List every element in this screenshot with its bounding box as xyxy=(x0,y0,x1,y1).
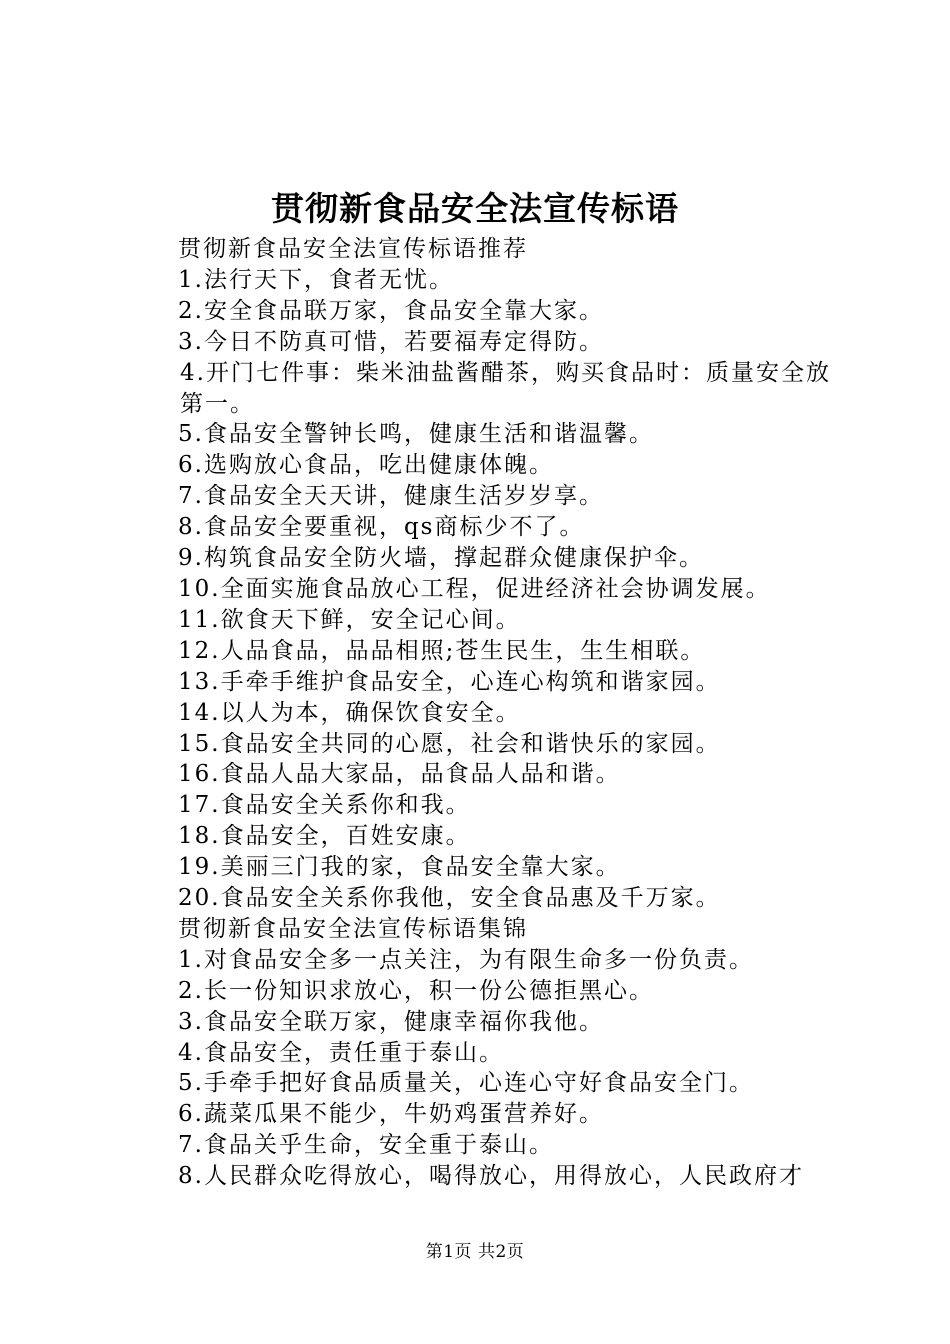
list-item: 7.食品安全天天讲，健康生活岁岁享。 xyxy=(178,483,604,510)
list-item: 15.食品安全共同的心愿，社会和谐快乐的家园。 xyxy=(178,730,721,757)
list-item: 7.食品关乎生命，安全重于泰山。 xyxy=(178,1132,554,1159)
list-item: 6.选购放心食品，吃出健康体魄。 xyxy=(178,452,554,479)
document-title: 贯彻新食品安全法宣传标语 xyxy=(271,189,679,228)
list-item: 3.食品安全联万家，健康幸福你我他。 xyxy=(178,1008,604,1035)
list-item xyxy=(128,358,838,420)
list-item: 8.人民群众吃得放心，喝得放心，用得放心，人民政府才 xyxy=(178,1163,804,1190)
list-item: 5.食品安全警钟长鸣，健康生活和谐温馨。 xyxy=(178,421,654,448)
list-item: 4.食品安全，责任重于泰山。 xyxy=(178,1039,504,1066)
list-item: 10.全面实施食品放心工程，促进经济社会协调发展。 xyxy=(178,575,771,602)
page-footer: 第1页 共2页 xyxy=(425,1242,525,1262)
list-item: 6.蔬菜瓜果不能少，牛奶鸡蛋营养好。 xyxy=(178,1101,604,1128)
list-item: 8.食品安全要重视，qs商标少不了。 xyxy=(178,514,585,541)
document-body xyxy=(128,234,838,1192)
list-item: 14.以人为本，确保饮食安全。 xyxy=(178,699,521,726)
list-item: 12.人品食品，品品相照;苍生民生，生生相联。 xyxy=(178,637,706,664)
list-item: 11.欲食天下鲜，安全记心间。 xyxy=(178,606,521,633)
list-item: 20.食品安全关系你我他，安全食品惠及千万家。 xyxy=(178,885,721,912)
list-item: 16.食品人品大家品，品食品人品和谐。 xyxy=(178,761,621,788)
list-item: 17.食品安全关系你和我。 xyxy=(178,792,471,819)
list-item: 1.法行天下，食者无忧。 xyxy=(178,266,454,293)
list-item: 1.对食品安全多一点关注，为有限生命多一份负责。 xyxy=(178,946,754,973)
list-item: 13.手牵手维护食品安全，心连心构筑和谐家园。 xyxy=(178,668,721,695)
section-heading: 贯彻新食品安全法宣传标语集锦 xyxy=(178,915,528,942)
list-item: 2.长一份知识求放心，积一份公德拒黑心。 xyxy=(178,977,654,1004)
list-item: 19.美丽三门我的家，食品安全靠大家。 xyxy=(178,854,621,881)
list-item: 3.今日不防真可惜，若要福寿定得防。 xyxy=(178,328,604,355)
section-heading: 贯彻新食品安全法宣传标语推荐 xyxy=(178,236,528,262)
list-item: 5.手牵手把好食品质量关，心连心守好食品安全门。 xyxy=(178,1070,754,1097)
list-item: 2.安全食品联万家，食品安全靠大家。 xyxy=(178,297,604,324)
list-item: 9.构筑食品安全防火墙，撑起群众健康保护伞。 xyxy=(178,545,704,572)
list-item-text: 4.开门七件事：柴米油盐酱醋茶，购买食品时：质量安全放第一。 xyxy=(180,359,831,417)
list-item: 18.食品安全，百姓安康。 xyxy=(178,823,471,850)
